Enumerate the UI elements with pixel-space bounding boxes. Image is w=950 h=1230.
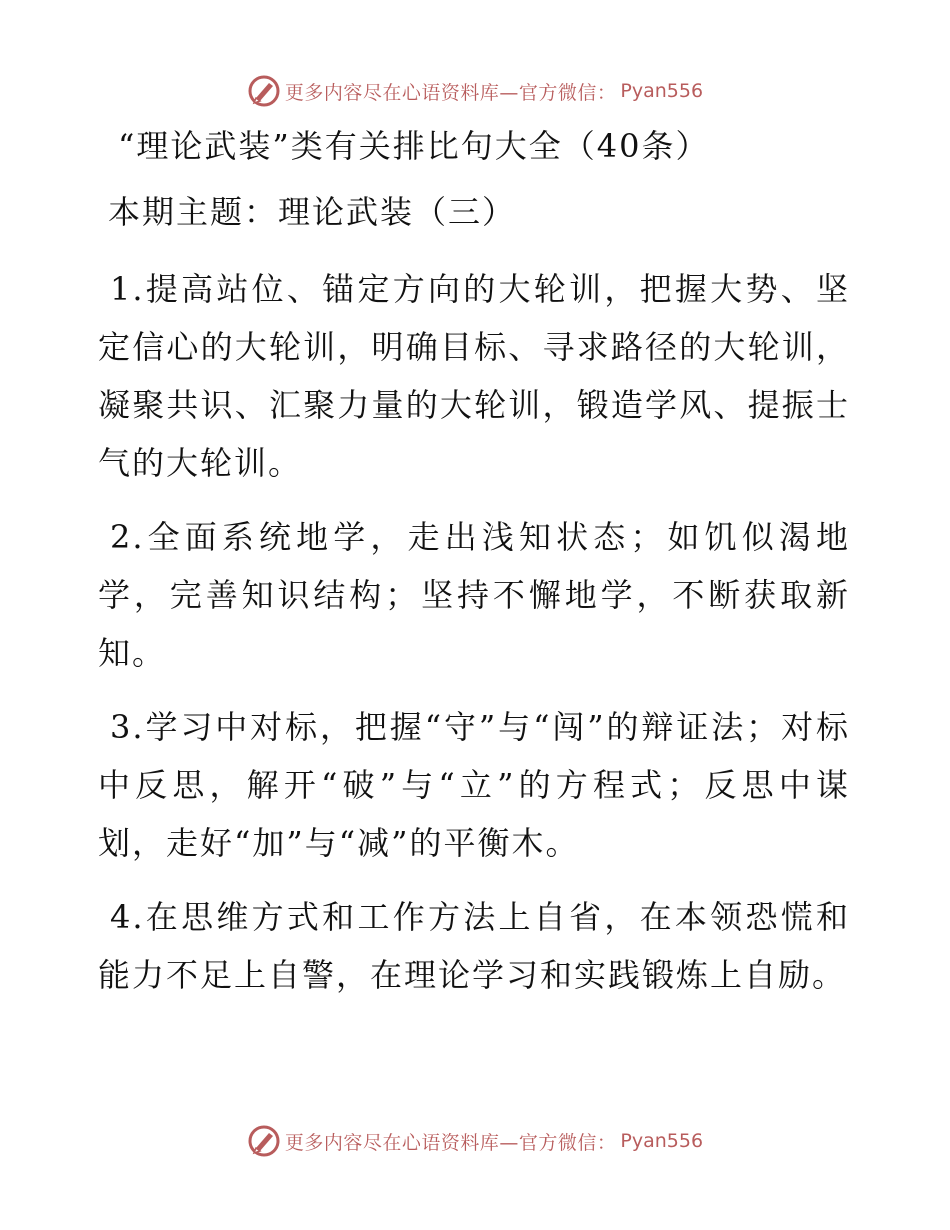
banner-wechat-id: Pyan556 [620,80,704,102]
banner-wechat-id: Pyan556 [620,1130,704,1152]
list-item: 3.学习中对标，把握“守”与“闯”的辩证法；对标中反思，解开“破”与“立”的方程式；反思中谋划，走好“加”与“减”的平衡木。 [98,708,850,862]
document-title: “理论武装”类有关排比句大全（40条） [118,127,710,165]
list-item: 1.提高站位、锚定方向的大轮训，把握大势、坚定信心的大轮训，明确目标、寻求路径的大轮训，凝聚共识、汇聚力量的大轮训，锻造学风、提振士气的大轮训。 [98,270,850,482]
list-item: 4.在思维方式和工作方法上自省，在本领恐慌和能力不足上自警，在理论学习和实践锻炼上自励。 [98,898,850,994]
footer-banner [0,1121,950,1161]
banner-text: 更多内容尽在心语资料库—官方微信： [284,81,617,104]
pen-logo-icon [247,1124,281,1158]
list-item: 2.全面系统地学，走出浅知状态；如饥似渴地学，完善知识结构；坚持不懈地学，不断获取新知。 [98,518,850,672]
document-theme: 本期主题：理论武装（三） [108,193,517,231]
header-banner [0,71,950,111]
pen-logo-icon [247,74,281,108]
banner-text: 更多内容尽在心语资料库—官方微信： [284,1131,617,1154]
document-body [98,118,850,1020]
